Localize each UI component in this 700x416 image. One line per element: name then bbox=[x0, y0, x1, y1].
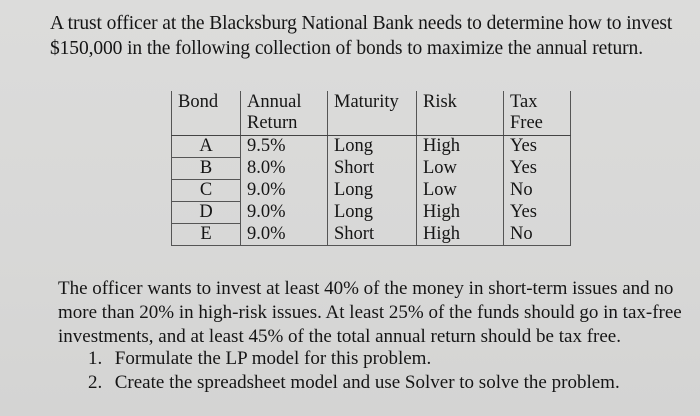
constraints-paragraph bbox=[58, 277, 693, 349]
annual-return-cell: 9.0% bbox=[241, 224, 328, 246]
list-item bbox=[88, 347, 620, 371]
task-text: Formulate the LP model for this problem. bbox=[114, 348, 432, 369]
header-annual-return bbox=[241, 91, 328, 136]
tax-free-cell: Yes bbox=[504, 202, 571, 224]
risk-cell: High bbox=[417, 136, 504, 158]
paragraph-line-1: The officer wants to invest at least 40% of the money in short-term issues and no bbox=[58, 278, 674, 299]
table-header-row bbox=[172, 91, 571, 136]
intro-line-2: $150,000 in the following collection of bonds to maximize the annual return. bbox=[50, 38, 643, 59]
intro-line-1: A trust officer at the Blacksburg National Bank needs to determine how to invest bbox=[50, 13, 673, 34]
maturity-cell: Long bbox=[328, 202, 417, 224]
header-tax-free bbox=[504, 91, 571, 136]
maturity-cell: Short bbox=[328, 158, 417, 180]
table-row bbox=[172, 136, 571, 158]
task-list bbox=[88, 347, 620, 395]
table-row bbox=[172, 224, 571, 246]
header-tax-free-line-1: Tax bbox=[510, 92, 538, 112]
header-bond: Bond bbox=[172, 91, 241, 136]
tax-free-cell: Yes bbox=[504, 136, 571, 158]
annual-return-cell: 9.0% bbox=[241, 202, 328, 224]
bond-cell: A bbox=[172, 136, 241, 158]
intro-text bbox=[50, 11, 690, 61]
task-number: 1. bbox=[88, 348, 103, 369]
header-annual-return-line-1: Annual bbox=[247, 92, 302, 112]
header-maturity: Maturity bbox=[328, 91, 417, 136]
risk-cell: Low bbox=[417, 158, 504, 180]
annual-return-cell: 9.5% bbox=[241, 136, 328, 158]
maturity-cell: Long bbox=[328, 180, 417, 202]
table-row bbox=[172, 202, 571, 224]
paragraph-line-2: more than 20% in high-risk issues. At least 25% of the funds should go in tax-free bbox=[58, 302, 682, 323]
bond-cell: C bbox=[172, 180, 241, 202]
bond-cell: B bbox=[172, 158, 241, 180]
tax-free-cell: Yes bbox=[504, 158, 571, 180]
table-row bbox=[172, 158, 571, 180]
tax-free-cell: No bbox=[504, 224, 571, 246]
header-tax-free-line-2: Free bbox=[510, 113, 543, 133]
annual-return-cell: 8.0% bbox=[241, 158, 328, 180]
risk-cell: High bbox=[417, 202, 504, 224]
task-text: Create the spreadsheet model and use Solver to solve the problem. bbox=[114, 372, 620, 393]
risk-cell: Low bbox=[417, 180, 504, 202]
list-item bbox=[88, 371, 620, 395]
annual-return-cell: 9.0% bbox=[241, 180, 328, 202]
maturity-cell: Long bbox=[328, 136, 417, 158]
tax-free-cell: No bbox=[504, 180, 571, 202]
bond-cell: E bbox=[172, 224, 241, 246]
table-row bbox=[172, 180, 571, 202]
header-annual-return-line-2: Return bbox=[247, 113, 298, 133]
risk-cell: High bbox=[417, 224, 504, 246]
bond-table bbox=[171, 91, 571, 246]
task-number: 2. bbox=[88, 372, 103, 393]
paragraph-line-3: investments, and at least 45% of the total annual return should be tax free. bbox=[58, 326, 621, 347]
maturity-cell: Short bbox=[328, 224, 417, 246]
bond-cell: D bbox=[172, 202, 241, 224]
header-risk: Risk bbox=[417, 91, 504, 136]
